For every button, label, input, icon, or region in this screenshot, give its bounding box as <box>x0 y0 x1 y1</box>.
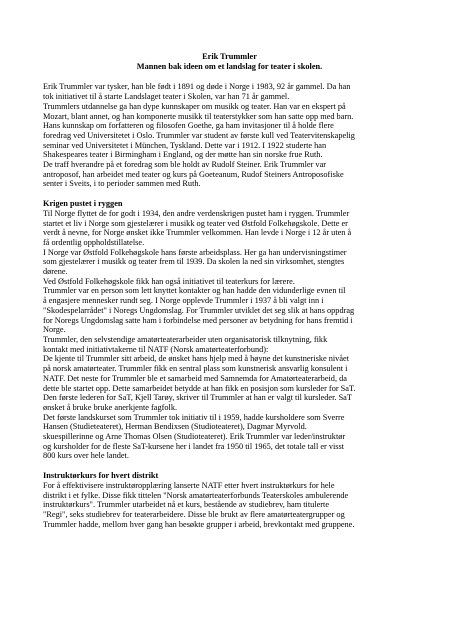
text-line: Trummler hadde, mellom hver gang han besøkte grupper i arbeid, brevkontakt med gruppene. <box>43 519 355 529</box>
text-line: Trummler var en person som lett knyttet kontakter og han hadde den vidunderlige evnen til <box>43 286 346 296</box>
text-line: dette ble startet opp. Dette samarbeidet betydde at han fikk en posisjon som kursleder for SaT. <box>43 383 356 393</box>
text-line: De traff hverandre på et foredrag som ble holdt av Rudolf Steiner. Erik Trummler var <box>43 160 327 170</box>
text-line: Mozart, blant annet, og han komponerte musikk til teaterstykker som han satte opp med barn. <box>43 111 354 121</box>
text-line: Hans kunnskap om forfatteren og filosofen Goethe, ga ham invitasjoner til å holde flere <box>43 121 334 131</box>
text-line: Ved Østfold Folkehøgskole fikk han også initiativet til teaterkurs for lærere. <box>43 276 295 286</box>
text-line: å engasjere mennesker rundt seg. I Norge opplevde Trummler i 1937 å bli valgt inn i <box>43 296 324 306</box>
text-line: Til Norge flyttet de for godt i 1934, den andre verdenskrigen pustet ham i ryggen. Trummler <box>43 208 350 218</box>
text-line: for Noregs Ungdomslag satte ham i forbindelse med personer av betydning for hans fremtid i <box>43 315 353 325</box>
text-line: NATF. Det neste for Trummler ble et samarbeid med Samnemda for Amatørteaterarbeid, da <box>43 373 347 383</box>
text-line: som gjestelærer i musikk og teater frem til 1939. Da skolen la ned sin virksomhet, stengtes <box>43 257 345 267</box>
text-line: dørene. <box>43 267 68 277</box>
text-line: Norge. <box>43 325 66 335</box>
section-body-instruktorkurs <box>43 481 416 530</box>
text-line: "Regi", seks studiebrev for teaterarbeidere. Disse ble brukt av flere amatørteatergrupper og <box>43 509 345 519</box>
text-line: på norsk amatørteater. Trummler fikk en sentral plass som kunstnerisk ansvarlig konsulent i <box>43 364 348 374</box>
text-line: foredrag ved Universitetet i Oslo. Trummler var student av første kull ved Teatervitenskapelig <box>43 130 355 140</box>
text-line: verdt å nevne, for Norge ønsket ikke Trummler velkommen. Han levde i Norge i 12 år uten å <box>43 228 352 238</box>
text-line: Trummlers utdannelse ga han dype kunnskaper om musikk og teater. Han var en ekspert på <box>43 101 346 111</box>
document-title: Erik Trummler <box>202 52 257 61</box>
text-line: Erik Trummler var tysker, han ble født i 1891 og døde i Norge i 1983, 92 år gammel. Da han <box>43 82 351 92</box>
text-line: Shakespeares teater i Birmingham i England, og der møtte han sin norske frue Ruth. <box>43 150 323 160</box>
text-line: Den første lederen for SaT, Kjell Tarøy, skriver til Trummler at han er valgt til kursleder. SaT <box>43 393 352 403</box>
text-line: De kjente til Trummler sitt arbeid, de ønsket hans hjelp med å høyne det kunstneriske nivået <box>43 354 350 364</box>
text-line: senter i Sveits, i to perioder sammen med Ruth. <box>43 179 201 189</box>
text-line: og kursholder for de fleste SaT-kursene her i landet fra 1950 til 1965, det totale tall er visst <box>43 441 345 451</box>
text-line: kontakt med initiativtakerne til NATF (Norsk amatørteaterforbund): <box>43 344 269 354</box>
text-line: distrikt i et fylke. Disse fikk tittelen "Norsk amatørteaterforbunds Teaterskoles ambulerende <box>43 490 349 500</box>
text-line: tok initiativet til å starte Landslaget teater i Skolen, var han 71 år gammel. <box>43 92 290 102</box>
text-line: seminar ved Universitetet i München, Tyskland. Dette var i 1912. I 1922 studerte han <box>43 140 327 150</box>
text-line: I Norge var Østfold Folkehøgskole hans første arbeidsplass. Her ga han undervisningstimer <box>43 247 347 257</box>
text-line: instruktørkurs". Trummler utarbeidet nå et kurs, bestående av studiebrev, ham titulerte <box>43 500 330 510</box>
text-line: 800 kurs over hele landet. <box>43 451 129 461</box>
section-body-krigen <box>43 209 416 461</box>
section-heading-krigen: Krigen pustet i ryggen <box>43 199 123 209</box>
text-line: antroposof, han arbeidet med teater og kurs på Goeteanum, Rudof Steiners Antroposofiske <box>43 169 344 179</box>
text-line: skuespillerinne og Arne Thomas Olsen (Studioteateret). Erik Trummler var leder/instruktør <box>43 432 346 442</box>
text-line: For å effektivisere instruktøropplæring lanserte NATF etter hvert instruktørkurs for hele <box>43 480 335 490</box>
text-line: ønsket å bruke bruke anerkjente fagfolk. <box>43 402 178 412</box>
text-line: Det første landskurset som Trummler tok initiativ til i 1959, hadde kursholdere som Sverre <box>43 412 345 422</box>
text-line: startet et liv i Norge som gjestelærer i musikk og teater ved Østfold Folkehøgskole. Dette er <box>43 218 348 228</box>
text-line: "Skodespelarrådet" i Noregs Ungdomslag. For Trummler utviklet det seg slik at hans oppdrag <box>43 305 355 315</box>
text-line: få ordentlig oppholdstillatelse. <box>43 237 145 247</box>
intro-paragraphs <box>43 82 416 189</box>
document-subtitle: Mannen bak ideen om et landslag for teater i skolen. <box>136 62 323 72</box>
text-line: Hansen (Studieteateret), Herman Bendixsen (Studioteateret), Dagmar Myrvold. <box>43 422 307 432</box>
text-line: Trummler, den selvstendige amatørteaterarbeider uten organisatorisk tilknytning, fikk <box>43 334 328 344</box>
section-heading-instruktorkurs: Instruktørkurs for hvert distrikt <box>43 471 159 481</box>
